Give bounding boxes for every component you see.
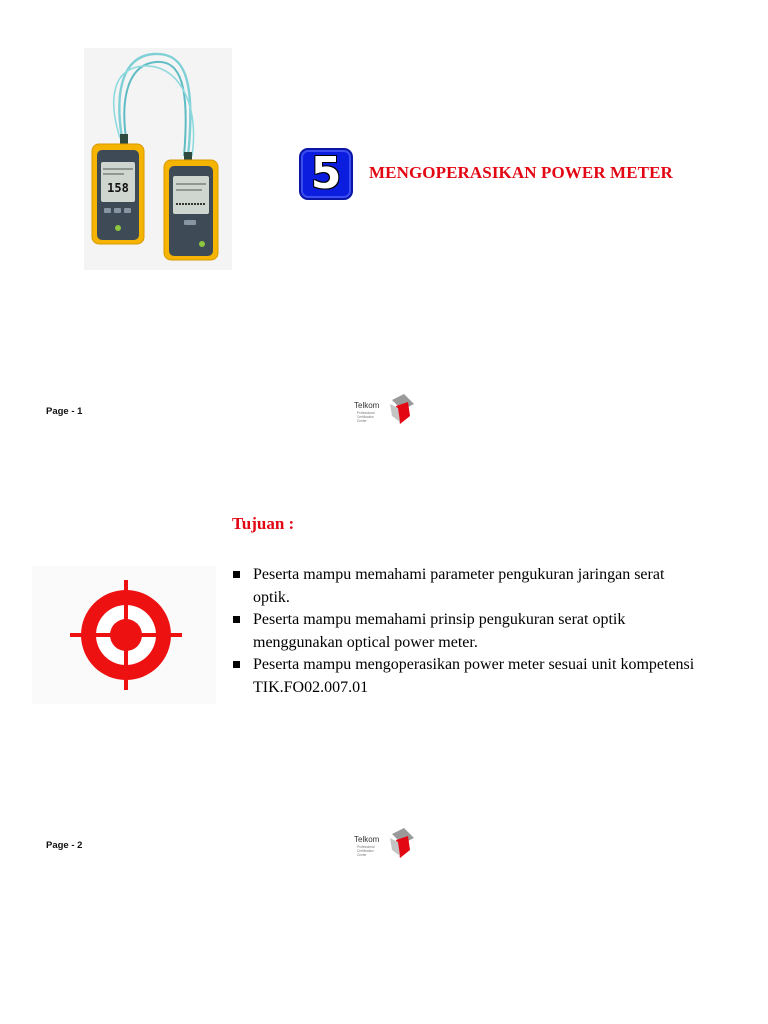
svg-text:Center: Center — [357, 853, 367, 857]
logo-brand: Telkom — [354, 401, 380, 410]
svg-text:Certification: Certification — [357, 415, 374, 419]
svg-text:Center: Center — [357, 419, 367, 423]
page-number-1: Page - 1 — [46, 406, 83, 417]
bullet-icon — [233, 571, 240, 578]
goal-text: Peserta mampu mengoperasikan power meter sesuai unit kompetensi TIK.FO02.007.01 — [253, 656, 695, 696]
target-illustration — [32, 566, 216, 704]
page-number-2: Page - 2 — [46, 840, 83, 851]
logo-brand: Telkom — [354, 835, 380, 844]
goal-item — [232, 564, 702, 609]
goal-text: Peserta mampu memahami parameter pengukuran jaringan serat optik. — [253, 566, 665, 606]
goal-item — [232, 654, 702, 699]
goal-heading: Tujuan : — [232, 514, 295, 533]
goal-text: Peserta mampu memahami prinsip pengukuran serat optik menggunakan optical power meter. — [253, 611, 626, 651]
power-meter-photo — [84, 48, 232, 270]
svg-text:Certification: Certification — [357, 849, 374, 853]
chapter-number-badge — [299, 148, 353, 200]
chapter-title: MENGOPERASIKAN POWER METER — [369, 163, 673, 182]
telkom-logo — [352, 390, 416, 426]
chapter-number: 5 — [310, 148, 342, 199]
svg-text:Professional: Professional — [357, 845, 375, 849]
left-device-reading: 158 — [107, 181, 129, 195]
target-icon — [32, 566, 216, 704]
bullet-icon — [233, 616, 240, 623]
goal-list — [232, 564, 702, 699]
bullet-icon — [233, 661, 240, 668]
telkom-logo — [352, 824, 416, 860]
goal-item — [232, 609, 702, 654]
svg-text:Professional: Professional — [357, 411, 375, 415]
